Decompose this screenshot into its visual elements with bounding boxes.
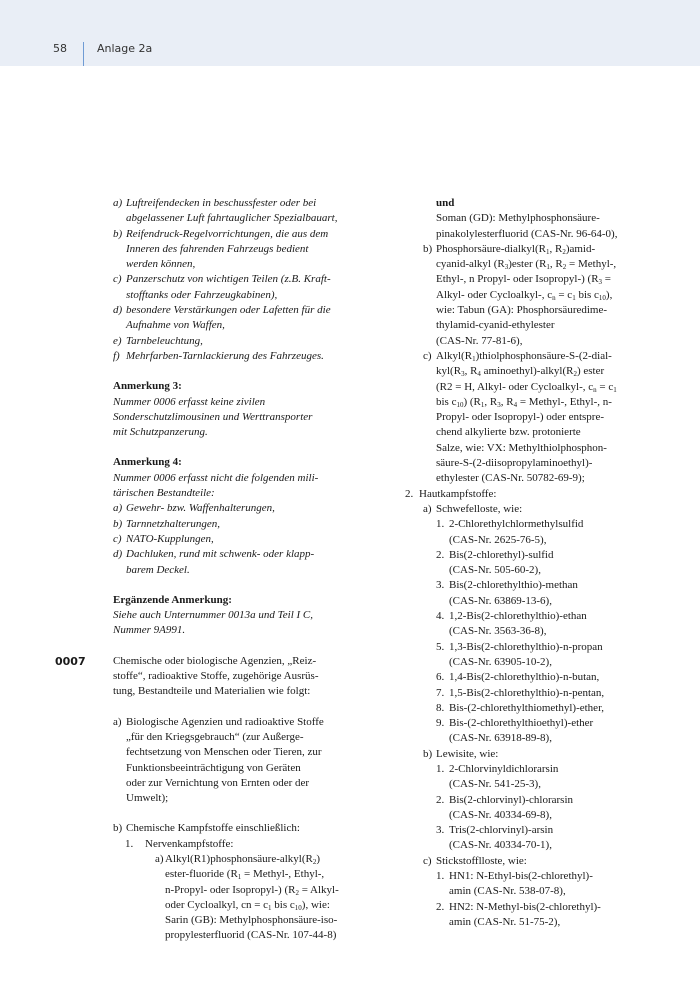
- supplementary-note: Ergänzende Anmerkung: Siehe auch Unternummer 0013a und Teil I C, Nummer 9A991.: [113, 593, 314, 637]
- list-item: 2. Bis(2-chlorvinyl)-chlorarsin (CAS-Nr. 40334-69-8),: [436, 793, 574, 821]
- list-item: a) Luftreifendecken in beschussfester oder bei abgelassener Luft fahrtauglicher Spezialbauart,: [113, 197, 338, 225]
- nerve-agents: 1. Nervenkampfstoffe: a) $Alkyl(R1)phosphonsäure-alkyl(R_2)$ ester-fluoride ($R_1$ = Methyl-, Ethyl-, n-Propyl- oder Isopropyl-) ($R_2$ = Alkyl- oder Cycloalkyl, cn = $c_1$ bis $c_{10}$), wie: Sarin (GB): Methylphosphonsäure-iso- propylesterfluorid (CAS-Nr. 107-44-8): [113, 837, 343, 944]
- sulfur-mustards: a) Schwefelloste, wie: 1. 2-Chlorethylchlormethylsulfid (CAS-Nr. 2625-76-5), 2. Bis(2-chlorethyl)-sulfid (CAS-Nr. 505-60-2), 3. Bis(2-chlorethylthio)-methan (CAS-Nr. 63869-13-6), 4. 1,2-Bis(2-chlorethylthio)-ethan (CAS-Nr. 3563-36-8), 5. 1,3-Bis(2-chlorethylthio)-n-propan (CAS-Nr. 63905-10-2), 6. 1,4-Bis(2-chlorethylthio)-n-butan, 7. 1,5-Bis(2-chlorethylthio)-n-pentan, 8. Bis-(2-chlorethylthiomethyl)-ether, 9. Bis-(2-chlorethylthioethyl)-ether (CAS-Nr. 63918-89-8),: [405, 502, 645, 747]
- nitrogen-mustards: c) Stickstofflloste, wie: 1. HN1: N-Ethyl-bis(2-chlorethyl)- amin (CAS-Nr. 538-07-8), 2. HN2: N-Methyl-bis(2-chlorethyl)- amin (CAS-Nr. 51-75-2),: [405, 854, 645, 930]
- right-column: und Soman (GD): Methylphosphonsäure- pinakolylesterfluorid (CAS-Nr. 96-64-0), b) Phosphorsäure-$dialkyl(R_1$, $R_2)amid-$ cyanid-alkyl $(R_3)ester$ ($R_1$, $R_2$ = Methyl-, Ethyl-, n Propyl- oder Isopropyl-) ($R_3$ = Alkyl- oder Cycloalkyl-, $c_n = c_1$ bis $c_{10}$), wie: Tabun (GA): Phosphorsäuredime- thylamid-cyanid-ethylester (CAS-Nr. 77-81-6), c) $Alkyl(R_1)thiolphosphonsäure-S-(2-dial-$ $kyl(R_3$, $R_4$ $aminoethyl)-alkyl(R_2)$ ester (R2 = H, Alkyl- oder Cycloalkyl-, $c_n = c_1$ bis $c_{10}$) ($R_1$, $R_3$, $R_4$ = Methyl-, Ethyl-, n- Propyl- oder Isopropyl-) oder entspre- chend alkylierte bzw. protonierte Salze, wie: VX: Methylthiolphosphon- säure-S-(2-diisopropylaminoethyl)- ethylester (CAS-Nr. 50782-69-9); 2. Hautkampfstoffe: a) Schwefelloste, wie: 1. 2-Chlorethylchlormethylsulfid (CAS-Nr. 2625-76-5), 2. Bis(2-chlorethyl)-sulfid (CAS-Nr. 505-60-2), 3. Bis(2-chlorethylthio)-methan (CAS-Nr. 63869-13-6), 4. 1,2-Bis(2-chlorethylthio)-ethan (CAS-Nr. 3563-36-8), 5. 1,3-Bis(2-chlorethylthio)-n-propan (CAS-Nr. 63905-10-2), 6. 1,4-Bis(2-chlorethylthio)-n-butan, 7. 1,5-Bis(2-chlorethylthio)-n-pentan, 8. Bis-(2-chlorethylthiomethyl)-ether, 9. Bis-(2-chlorethylthioethyl)-ether (CAS-Nr. 63918-89-8), b) Lewisite, wie: 1. 2-Chlorvinyldichlorarsin (CAS-Nr. 541-25-3), 2. Bis(2-chlorvinyl)-chlorarsin (CAS-Nr. 40334-69-8), 3. Tris(2-chlorvinyl)-arsin (CAS-Nr. 40334-70-1), c) Stickstofflloste, wie: 1. HN1: N-Ethyl-bis(2-chlorethyl)- amin (CAS-Nr. 538-07-8), 2. HN2: N-Methyl-bis(2-chlorethyl)- amin (CAS-Nr. 51-75-2),: [405, 196, 645, 930]
- list-item: d) Dachluken, rund mit schwenk- oder klapp- barem Deckel.: [113, 548, 315, 576]
- list-item: 2. Bis(2-chlorethyl)-sulfid (CAS-Nr. 505-60-2),: [436, 548, 554, 577]
- intro-list: [113, 196, 343, 364]
- nerve-agent-b: b) Phosphorsäure-$dialkyl(R_1$, $R_2)amid-$ cyanid-alkyl $(R_3)ester$ ($R_1$, $R_2$ = Methyl-, Ethyl-, n Propyl- oder Isopropyl-) ($R_3$ = Alkyl- oder Cycloalkyl-, $c_n = c_1$ bis $c_{10}$), wie: Tabun (GA): Phosphorsäuredime- thylamid-cyanid-ethylester (CAS-Nr. 77-81-6),: [423, 242, 617, 347]
- list-item: 1. 2-Chlorethylchlormethylsulfid (CAS-Nr. 2625-76-5),: [436, 518, 584, 546]
- list-item: a) Gewehr- bzw. Waffenhalterungen,: [113, 502, 275, 515]
- list-item: d) besondere Verstärkungen oder Lafetten für die Aufnahme von Waffen,: [113, 304, 331, 332]
- entry-code: 0007: [55, 654, 86, 668]
- list-item: 8. Bis-(2-chlorethylthiomethyl)-ether,: [436, 701, 605, 714]
- list-item: 1. HN1: N-Ethyl-bis(2-chlorethyl)- amin (CAS-Nr. 538-07-8),: [436, 870, 593, 898]
- list-item: 3. Bis(2-chlorethylthio)-methan (CAS-Nr. 63869-13-6),: [436, 579, 578, 607]
- list-item: c) NATO-Kupplungen,: [113, 532, 214, 545]
- list-item: 7. 1,5-Bis(2-chlorethylthio)-n-pentan,: [436, 686, 605, 699]
- list-item: b) Tarnnetzhalterungen,: [113, 517, 221, 530]
- left-column: [55, 196, 343, 944]
- page-header: [0, 0, 700, 66]
- list-item: f) Mehrfarben-Tarnlackierung des Fahrzeuges.: [113, 349, 324, 362]
- item-a: a) Biologische Agenzien und radioaktive Stoffe „für den Kriegsgebrauch“ (zur Außerge- fechtsetzung von Menschen oder Tieren, zur Funktionsbeeinträchtigung von Geräten oder zur Vernichtung von Ernten oder der Umwelt);: [113, 715, 324, 805]
- list-item: 1. 2-Chlorvinyldichlorarsin (CAS-Nr. 541-25-3),: [436, 762, 559, 791]
- lewisites: b) Lewisite, wie: 1. 2-Chlorvinyldichlorarsin (CAS-Nr. 541-25-3), 2. Bis(2-chlorvinyl)-chlorarsin (CAS-Nr. 40334-69-8), 3. Tris(2-chlorvinyl)-arsin (CAS-Nr. 40334-70-1),: [405, 747, 645, 854]
- skin-agents: 2. Hautkampfstoffe:: [405, 487, 497, 500]
- nerve-agent-a: a) $Alkyl(R1)phosphonsäure-alkyl(R_2)$ ester-fluoride ($R_1$ = Methyl-, Ethyl-, n-Propyl- oder Isopropyl-) ($R_2$ = Alkyl- oder Cycloalkyl, cn = $c_1$ bis $c_{10}$), wie: Sarin (GB): Methylphosphonsäure-iso- propylesterfluorid (CAS-Nr. 107-44-8): [155, 852, 339, 942]
- note-3: Anmerkung 3: Nummer 0006 erfasst keine zivilen Sonderschutzlimousinen und Werttransporter mit Schutzpanzerung.: [113, 380, 313, 439]
- list-item: 4. 1,2-Bis(2-chlorethylthio)-ethan (CAS-Nr. 3563-36-8),: [436, 610, 587, 638]
- list-item: b) Reifendruck-Regelvorrichtungen, die aus dem Inneren des fahrenden Fahrzeugs bedient werden können,: [113, 227, 329, 271]
- list-item: c) Panzerschutz von wichtigen Teilen (z.B. Kraft- stofftanks oder Fahrzeugkabinen),: [113, 273, 331, 301]
- item-b: b) Chemische Kampfstoffe einschließlich: 1. Nervenkampfstoffe: a) $Alkyl(R1)phosphonsäure-alkyl(R_2)$ ester-fluoride ($R_1$ = Methyl-, Ethyl-, n-Propyl- oder Isopropyl-) ($R_2$ = Alkyl- oder Cycloalkyl, cn = $c_1$ bis $c_{10}$), wie: Sarin (GB): Methylphosphonsäure-iso- propylesterfluorid (CAS-Nr. 107-44-8): [113, 821, 343, 943]
- header-divider: [83, 42, 84, 66]
- list-item: 3. Tris(2-chlorvinyl)-arsin (CAS-Nr. 40334-70-1),: [436, 824, 554, 852]
- entry-0007: 0007 Chemische oder biologische Agenzien, „Reiz- stoffe“, radioaktive Stoffe, zugehörige Ausrüs- tung, Bestandteile und Materialien wie folgt:: [55, 654, 319, 698]
- list-item: 2. HN2: N-Methyl-bis(2-chlorethyl)- amin (CAS-Nr. 51-75-2),: [436, 900, 601, 928]
- nerve-agent-c: c) $Alkyl(R_1)thiolphosphonsäure-S-(2-dial-$ $kyl(R_3$, $R_4$ $aminoethyl)-alkyl(R_2)$ ester (R2 = H, Alkyl- oder Cycloalkyl-, $c_n = c_1$ bis $c_{10}$) ($R_1$, $R_3$, $R_4$ = Methyl-, Ethyl-, n- Propyl- oder Isopropyl-) oder entspre- chend alkylierte bzw. protonierte Salze, wie: VX: Methylthiolphosphon- säure-S-(2-diisopropylaminoethyl)- ethylester (CAS-Nr. 50782-69-9);: [423, 349, 617, 485]
- list-item: 5. 1,3-Bis(2-chlorethylthio)-n-propan (CAS-Nr. 63905-10-2),: [436, 640, 603, 668]
- list-item: e) Tarnbeleuchtung,: [113, 334, 203, 347]
- list-item: 6. 1,4-Bis(2-chlorethylthio)-n-butan,: [436, 671, 600, 684]
- note-4: Anmerkung 4: Nummer 0006 erfasst nicht die folgenden mili- tärischen Bestandteile: a) Gewehr- bzw. Waffenhalterungen, b) Tarnnetzhalterungen, c) NATO-Kupplungen, d) Dachluken, rund mit schwenk- oder klapp- barem Deckel.: [113, 455, 343, 577]
- page-number: 58: [53, 42, 67, 55]
- section-label: Anlage 2a: [97, 42, 153, 55]
- list-item: 9. Bis-(2-chlorethylthioethyl)-ether (CAS-Nr. 63918-89-8),: [436, 717, 594, 745]
